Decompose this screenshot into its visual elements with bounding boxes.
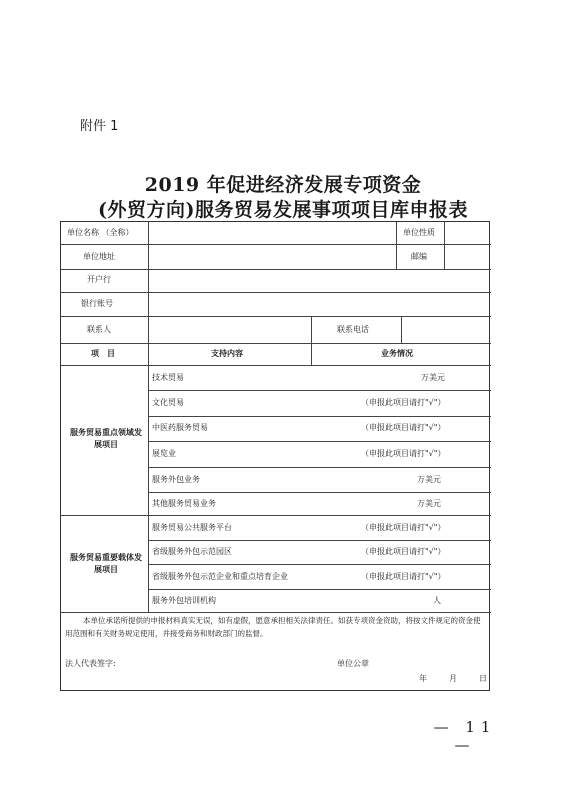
grid-line	[148, 316, 149, 343]
unit-name-label: 单位名称 （全称）	[67, 228, 134, 237]
grid-line	[148, 540, 491, 541]
business-status: 万美元	[417, 475, 441, 484]
grid-line	[61, 515, 491, 516]
grid-line	[444, 222, 445, 244]
grid-line	[401, 316, 402, 343]
grid-line	[311, 316, 312, 343]
unit-nature-label: 单位性质	[403, 228, 435, 237]
grid-line	[148, 222, 149, 244]
unit-address-label: 单位地址	[83, 252, 115, 261]
bank-label: 开户行	[87, 275, 111, 284]
business-status: 人	[433, 596, 441, 605]
support-content: 省级服务外包示范企业和重点培育企业	[152, 572, 288, 581]
business-status: 万美元	[417, 499, 441, 508]
column-header-business: 业务情况	[381, 349, 413, 358]
contact-label: 联系人	[87, 325, 111, 334]
grid-line	[61, 269, 491, 270]
grid-line	[148, 269, 149, 316]
business-status: （申报此项目请打"√"）	[361, 449, 446, 458]
support-content: 服务外包培训机构	[152, 596, 216, 605]
business-status: （申报此项目请打"√"）	[361, 423, 446, 432]
legal-rep-signature-label: 法人代表签字:	[65, 659, 116, 668]
grid-line	[61, 316, 491, 317]
grid-line	[148, 441, 491, 442]
grid-line	[311, 343, 312, 365]
grid-line	[148, 390, 491, 391]
date-month-label: 月	[449, 674, 457, 683]
grid-line	[148, 343, 149, 612]
support-content: 展览业	[152, 449, 176, 458]
grid-line	[61, 244, 491, 245]
unit-seal-label: 单位公章	[337, 659, 369, 668]
page-number: — 11 —	[433, 718, 497, 754]
support-content: 服务贸易公共服务平台	[152, 523, 232, 532]
form-title-line1: 2019 年促进经济发展专项资金	[144, 174, 422, 196]
support-content: 服务外包业务	[152, 475, 200, 484]
group-label-key-fields: 服务贸易重点领域发展项目	[70, 428, 142, 449]
grid-line	[148, 492, 491, 493]
business-status: （申报此项目请打"√"）	[361, 572, 446, 581]
grid-line	[61, 612, 491, 613]
grid-line	[396, 244, 397, 269]
postcode-label: 邮编	[411, 252, 427, 261]
attachment-label: 附件 1	[80, 119, 119, 134]
commitment-declaration: 本单位承诺所提供的申报材料真实无误，如有虚假，愿意承担相关法律责任。如获专项资金资助，将按文件规定的资金使用范围和有关财务规定使用，并接受商务和财政部门的监督。	[65, 616, 481, 638]
grid-line	[61, 365, 491, 366]
column-header-support: 支持内容	[211, 349, 243, 358]
business-status: （申报此项目请打"√"）	[361, 523, 446, 532]
phone-label: 联系电话	[337, 325, 369, 334]
grid-line	[148, 564, 491, 565]
grid-line	[148, 467, 491, 468]
support-content: 中医药服务贸易	[152, 423, 208, 432]
support-content: 省级服务外包示范园区	[152, 547, 232, 556]
bank-account-label: 银行账号	[81, 299, 113, 308]
column-header-item: 项 目	[91, 349, 115, 358]
business-status: （申报此项目请打"√"）	[361, 547, 446, 556]
date-day-label: 日	[479, 674, 487, 683]
grid-line	[396, 222, 397, 244]
support-content: 其他服务贸易业务	[152, 499, 216, 508]
support-content: 技术贸易	[152, 373, 184, 382]
grid-line	[148, 244, 149, 269]
grid-line	[148, 589, 491, 590]
grid-line	[61, 343, 491, 344]
grid-line	[148, 416, 491, 417]
support-content: 文化贸易	[152, 398, 184, 407]
group-label-carriers: 服务贸易重要载体发展项目	[70, 553, 142, 574]
date-year-label: 年	[419, 674, 427, 683]
business-status: 万美元	[421, 373, 445, 382]
business-status: （申报此项目请打"√"）	[361, 398, 446, 407]
application-form-table	[60, 221, 490, 691]
grid-line	[61, 292, 491, 293]
grid-line	[444, 244, 445, 269]
form-title-line2: (外贸方向)服务贸易发展事项项目库申报表	[98, 199, 468, 221]
